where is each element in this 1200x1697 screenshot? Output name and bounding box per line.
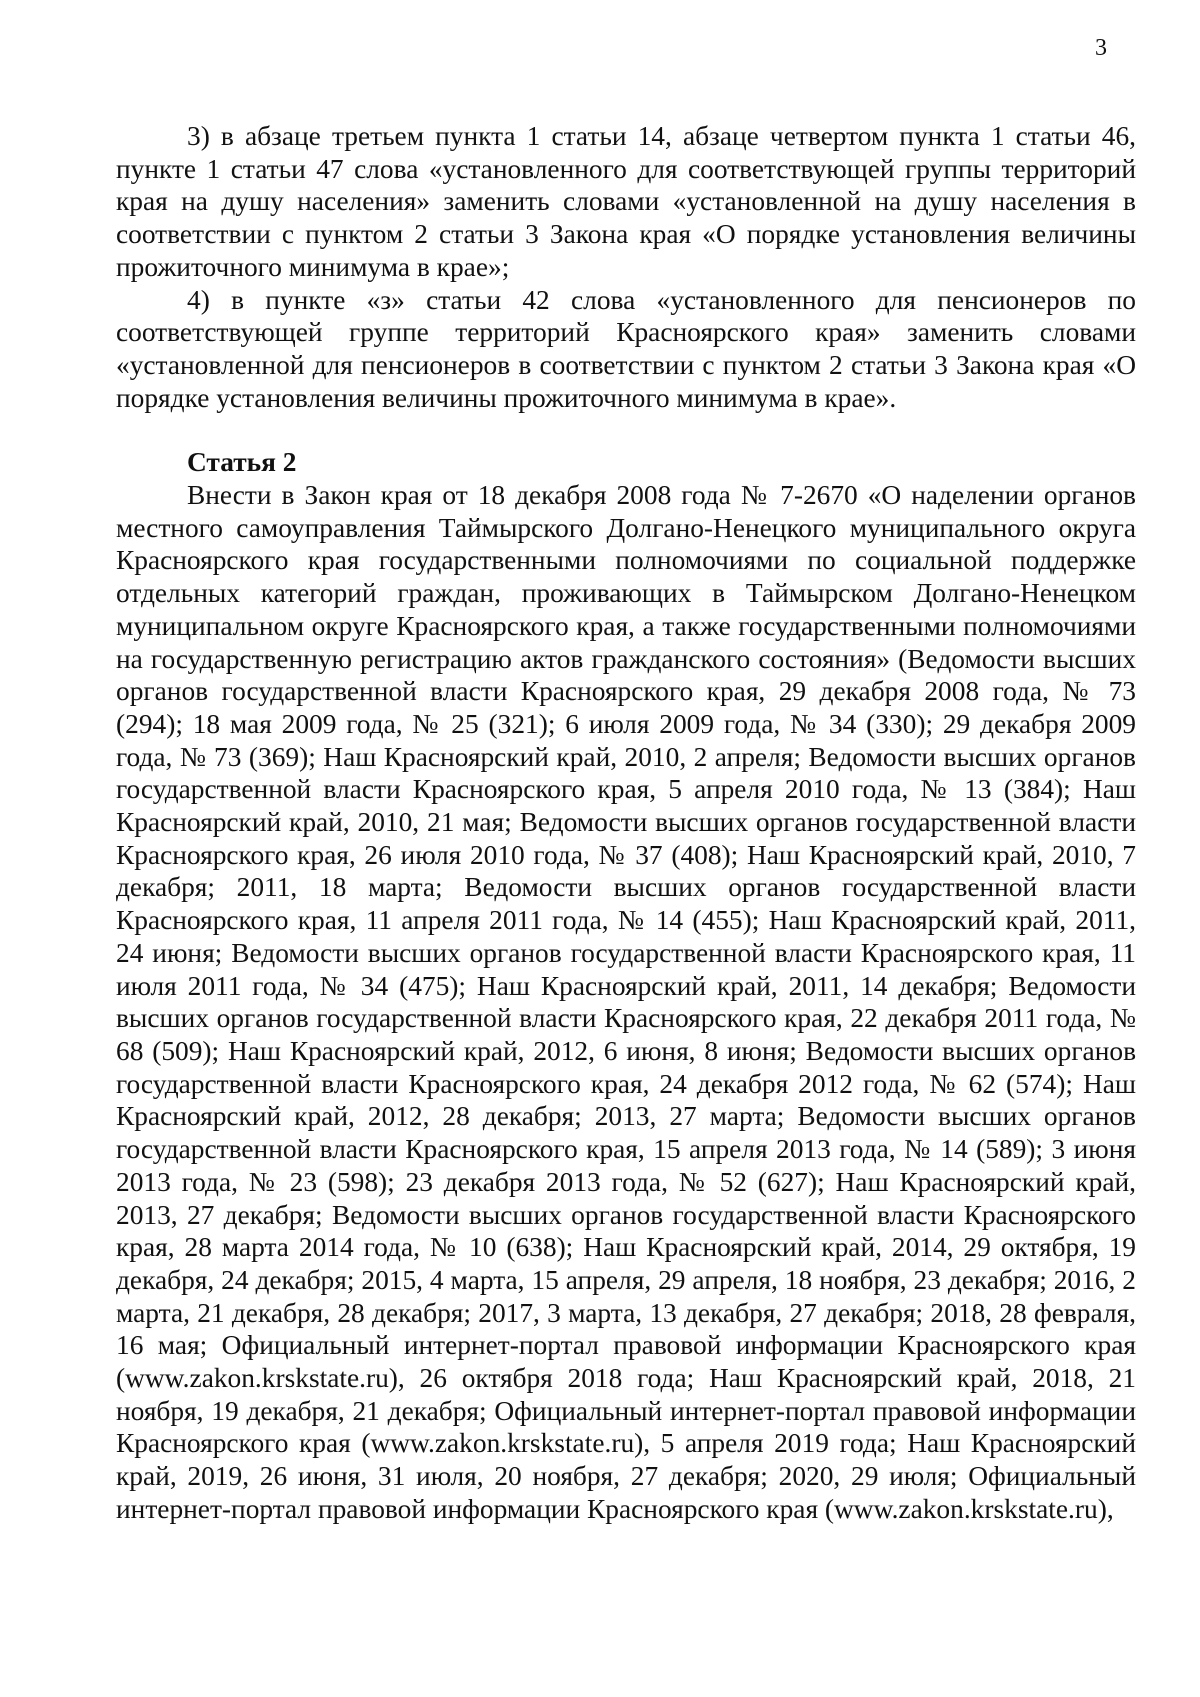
- paragraph-item-4: 4) в пункте «з» статьи 42 слова «установленного для пенсионеров по соответствующей группе территорий Красноярского края» заменить словами «установленной для пенсионеров в соответствии с пунктом 2 статьи 3 Закона края «О порядке установления величины прожиточного минимума в крае».: [116, 284, 1136, 413]
- article-heading: Статья 2: [187, 447, 297, 478]
- paragraph-item-3: 3) в абзаце третьем пункта 1 статьи 14, абзаце четвертом пункта 1 статьи 46, пункте 1 статьи 47 слова «установленного для соответствующей группы территорий края на душу населения» заменить словами «установленной на душу населения в соответствии с пунктом 2 статьи 3 Закона края «О порядке установления величины прожиточного минимума в крае»;: [116, 121, 1136, 282]
- document-body: [116, 120, 1136, 1526]
- page-number: 3: [1095, 35, 1107, 61]
- article-2-paragraph: Внести в Закон края от 18 декабря 2008 года № 7-2670 «О наделении органов местного самоуправления Таймырского Долгано-Ненецкого муниципального округа Красноярского края государственными полномочиями по социальной поддержке отдельных категорий граждан, проживающих в Таймырском Долгано-Ненецком муниципальном округе Красноярского края, а также государственными полномочиями на государственную регистрацию актов гражданского состояния» (Ведомости высших органов государственной власти Красноярского края, 29 декабря 2008 года, № 73 (294); 18 мая 2009 года, № 25 (321); 6 июля 2009 года, № 34 (330); 29 декабря 2009 года, № 73 (369); Наш Красноярский край, 2010, 2 апреля; Ведомости высших органов государственной власти Красноярского края, 5 апреля 2010 года, № 13 (384); Наш Красноярский край, 2010, 21 мая; Ведомости высших органов государственной власти Красноярского края, 26 июля 2010 года, № 37 (408); Наш Красноярский край, 2010, 7 декабря; 2011, 18 марта; Ведомости высших органов государственной власти Красноярского края, 11 апреля 2011 года, № 14 (455); Наш Красноярский край, 2011, 24 июня; Ведомости высших органов государственной власти Красноярского края, 11 июля 2011 года, № 34 (475); Наш Красноярский край, 2011, 14 декабря; Ведомости высших органов государственной власти Красноярского края, 22 декабря 2011 года, № 68 (509); Наш Красноярский край, 2012, 6 июня, 8 июня; Ведомости высших органов государственной власти Красноярского края, 24 декабря 2012 года, № 62 (574); Наш Красноярский край, 2012, 28 декабря; 2013, 27 марта; Ведомости высших органов государственной власти Красноярского края, 15 апреля 2013 года, № 14 (589); 3 июня 2013 года, № 23 (598); 23 декабря 2013 года, № 52 (627); Наш Красноярский край, 2013, 27 декабря; Ведомости высших органов государственной власти Красноярского края, 28 марта 2014 года, № 10 (638); Наш Красноярский край, 2014, 29 октября, 19 декабря, 24 декабря; 2015, 4 марта, 15 апреля, 29 апреля, 18 ноября, 23 декабря; 2016, 2 марта, 21 декабря, 28 декабря; 2017, 3 марта, 13 декабря, 27 декабря; 2018, 28 февраля, 16 мая; Официальный интернет-портал правовой информации Красноярского края (www.zakon.krskstate.ru), 26 октября 2018 года; Наш Красноярский край, 2018, 21 ноября, 19 декабря, 21 декабря; Официальный интернет-портал правовой информации Красноярского края (www.zakon.krskstate.ru), 5 апреля 2019 года; Наш Красноярский край, 2019, 26 июня, 31 июля, 20 ноября, 27 декабря; 2020, 29 июля; Официальный интернет-портал правовой информации Красноярского края (www.zakon.krskstate.ru),: [116, 480, 1136, 1524]
